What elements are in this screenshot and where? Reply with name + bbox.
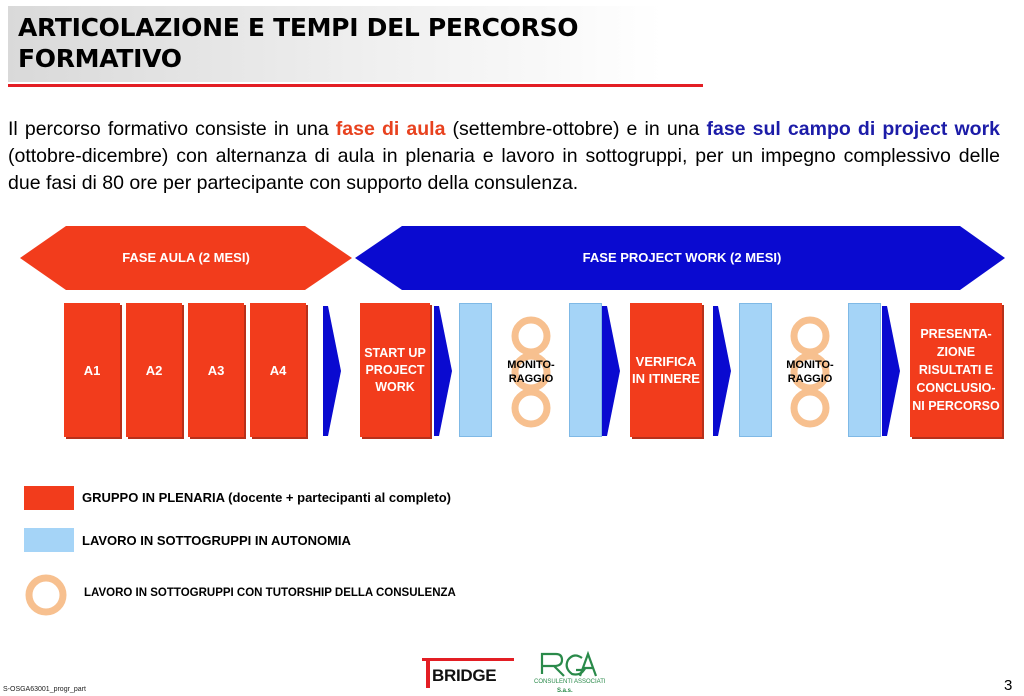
page-title: ARTICOLAZIONE E TEMPI DEL PERCORSO FORMATIVO [18,13,579,73]
flow-arrow-4 [713,306,733,436]
sottogruppi-bar-2 [569,303,602,437]
block-start-up-label: START UP PROJECT WORK [364,345,426,394]
flow-arrow-2 [434,306,454,436]
intro-text-1: Il percorso formativo consiste in una [8,118,336,140]
block-a4 [250,303,306,437]
legend-tutorship-ring-icon [24,573,68,617]
block-a4-label: A4 [269,362,287,378]
legend-sottogruppi-swatch [24,528,74,552]
legend-tutorship-label: LAVORO IN SOTTOGRUPPI CON TUTORSHIP DELLA CONSULENZA [84,587,456,599]
block-verifica [630,303,702,437]
intro-text-3: (ottobre-dicembre) con alternanza di aula in plenaria e lavoro in sottogruppi, per un impegno complessivo delle due fasi di 80 ore per partecipante con supporto della consulenza. [8,145,1000,194]
intro-highlight-aula: fase di aula [335,118,446,140]
legend-plenaria-label: GRUPPO IN PLENARIA (docente + partecipanti al completo) [82,490,451,505]
monitoraggio-2-label: MONITO-RAGGIO [786,359,834,385]
block-a2 [126,303,182,437]
flow-arrow-5 [882,306,902,436]
phase-project-work-label: FASE PROJECT WORK (2 MESI) [582,250,782,265]
footer-document-code: S-OSGA63001_progr_part [3,686,86,693]
sottogruppi-bar-3 [739,303,772,437]
legend-sottogruppi-label: LAVORO IN SOTTOGRUPPI IN AUTONOMIA [82,533,351,548]
block-presentazione [910,303,1002,437]
block-a1-label: A1 [83,362,101,378]
block-a2-label: A2 [145,362,163,378]
flow-arrow-3 [602,306,622,436]
rga-logo-subtitle: CONSULENTI ASSOCIATI [534,679,606,685]
rga-logo-sas: S.a.s. [557,688,573,694]
intro-text-2: (settembre-ottobre) e in una [445,118,707,140]
legend-plenaria-swatch [24,486,74,510]
page-number: 3 [1004,677,1013,694]
block-verifica-label: VERIFICA IN ITINERE [632,354,700,386]
block-a3-label: A3 [207,362,225,378]
block-a1 [64,303,120,437]
tbridge-logo-text: BRIDGE [432,666,497,685]
block-presentazione-label: PRESENTA-ZIONE RISULTATI E CONCLUSIO-NI PERCORSO [912,327,1000,413]
block-start-up [360,303,430,437]
sottogruppi-bar-4 [848,303,881,437]
flow-arrow-1 [323,306,343,436]
phase-aula-label: FASE AULA (2 MESI) [122,250,250,265]
monitoraggio-1-label: MONITO-RAGGIO [507,359,555,385]
block-a3 [188,303,244,437]
sottogruppi-bar-1 [459,303,492,437]
intro-highlight-project-work: fase sul campo di project work [706,118,1001,140]
